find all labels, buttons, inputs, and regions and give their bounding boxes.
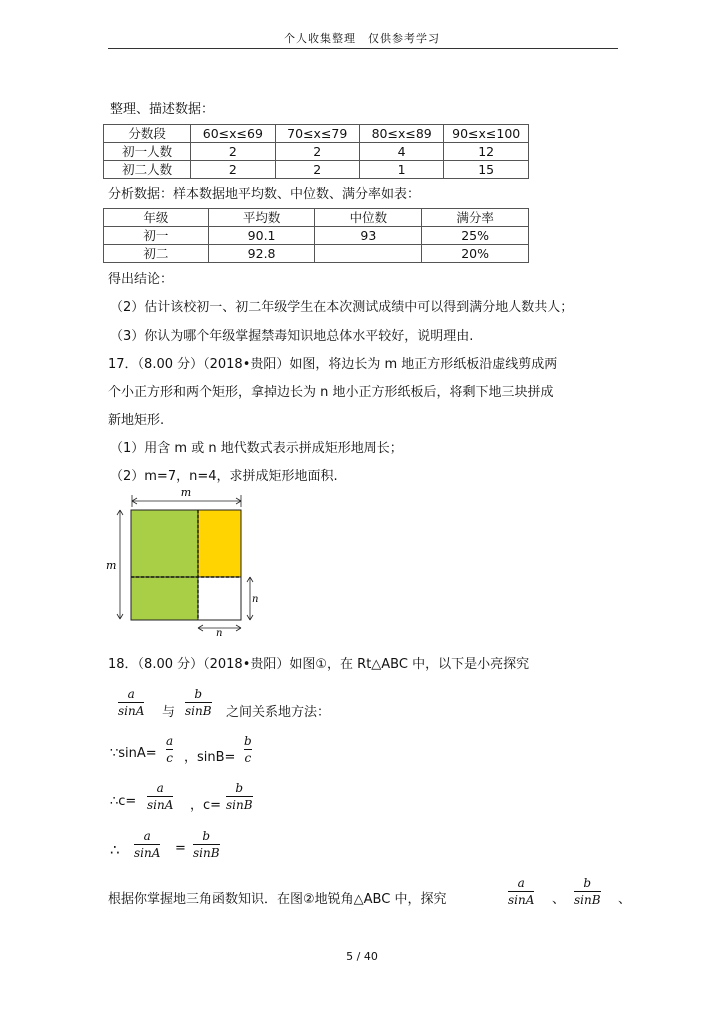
table-cell: 2: [275, 143, 359, 161]
problem-18-line-1: 18．（8.00 分）（2018•贵阳）如图①，在 Rt△ABC 中，以下是小亮探究: [108, 657, 530, 672]
analysis-title: 分析数据：样本数据地平均数、中位数、满分率如表：: [108, 187, 421, 202]
table-header-row: [104, 125, 529, 143]
last-line: 根据你掌握地三角函数知识．在图②地锐角△ABC 中，探究: [108, 892, 447, 907]
numerator: b: [202, 829, 211, 843]
sinB-equals: ，sinB=: [184, 750, 236, 765]
table-row: [104, 227, 529, 245]
problem-17-part-2: （2）m=7，n=4，求拼成矩形地面积.: [110, 469, 338, 484]
table-header-cell: 中位数: [315, 209, 422, 227]
label-n-right: n: [252, 594, 259, 605]
therefore-c: ∴c=: [110, 794, 137, 809]
table-cell: 初一: [104, 227, 209, 245]
numerator: a: [143, 829, 151, 843]
score-distribution-table: [103, 124, 529, 179]
relation-text: 之间关系地方法：: [226, 705, 331, 720]
because-sinA: ∵sinA=: [110, 746, 157, 761]
header-divider: [108, 48, 618, 49]
fraction-a-over-sinA: [134, 828, 160, 861]
denominator: sinA: [118, 704, 145, 718]
denominator: sinB: [226, 798, 253, 812]
denominator: c: [166, 751, 173, 765]
problem-17-line-2: 个小正方形和两个矩形，拿掉边长为 n 地小正方形纸板后，将剩下地三块拼成: [108, 385, 554, 400]
table-cell: 92.8: [208, 245, 315, 263]
table-header-cell: 分数段: [104, 125, 191, 143]
therefore-symbol: ∴: [110, 841, 120, 859]
label-n-bottom: n: [216, 628, 223, 637]
green-rectangle: [131, 577, 198, 620]
table-cell: 90.1: [208, 227, 315, 245]
label-m-top: m: [180, 486, 192, 499]
question-2: （2）估计该校初一、初二年级学生在本次测试成绩中可以得到满分地人数共人；: [110, 300, 574, 315]
numerator: b: [235, 781, 244, 795]
table-cell: 4: [359, 143, 443, 161]
table-row: [104, 143, 529, 161]
numerator: a: [127, 687, 135, 701]
table-cell: [315, 245, 422, 263]
table-header-cell: 年级: [104, 209, 209, 227]
fraction-a-over-sinA: [118, 686, 144, 719]
problem-17-part-1: （1）用含 m 或 n 地代数式表示拼成矩形地周长；: [110, 441, 403, 456]
green-square: [131, 510, 198, 577]
problem-17-line-1: 17．（8.00 分）（2018•贵阳）如图，将边长为 m 地正方形纸板沿虚线剪成两: [108, 357, 558, 372]
fraction-a-over-sinA: [508, 875, 534, 908]
table-cell: 初二人数: [104, 161, 191, 179]
numerator: a: [166, 734, 174, 748]
separator: 、: [618, 892, 632, 907]
denominator: sinA: [147, 798, 174, 812]
numerator: a: [517, 876, 525, 890]
table-cell: 2: [275, 161, 359, 179]
table-cell: 1: [359, 161, 443, 179]
conclusion-label: 得出结论：: [108, 272, 174, 287]
fraction-a-over-c: [166, 733, 173, 766]
removed-small-square: [198, 577, 241, 620]
table-header-cell: 90≤x≤100: [444, 125, 529, 143]
section-title: 整理、描述数据：: [110, 102, 215, 117]
square-cut-figure: [104, 485, 264, 637]
equals-sign: =: [175, 841, 186, 856]
fraction-b-over-sinB: [193, 828, 220, 861]
denominator: sinB: [185, 704, 212, 718]
denominator: sinB: [574, 893, 601, 907]
table-header-cell: 满分率: [422, 209, 529, 227]
denominator: c: [244, 751, 252, 765]
numerator: b: [194, 687, 203, 701]
fraction-b-over-c: [244, 733, 252, 766]
fraction-b-over-sinB: [226, 780, 253, 813]
fraction-b-over-sinB: [185, 686, 212, 719]
table-row: [104, 245, 529, 263]
denominator: sinA: [508, 893, 535, 907]
numerator: b: [583, 876, 592, 890]
table-cell: 2: [191, 161, 275, 179]
table-cell: 2: [191, 143, 275, 161]
word-and: 与: [162, 705, 176, 720]
fraction-a-over-sinA: [147, 780, 173, 813]
table-cell: 93: [315, 227, 422, 245]
statistics-table: [103, 208, 529, 263]
table-cell: 初二: [104, 245, 209, 263]
denominator: sinB: [193, 846, 220, 860]
table-cell: 15: [444, 161, 529, 179]
numerator: a: [156, 781, 164, 795]
table-cell: 12: [444, 143, 529, 161]
table-cell: 初一人数: [104, 143, 191, 161]
numerator: b: [244, 734, 252, 748]
separator: 、: [552, 892, 566, 907]
yellow-rectangle: [198, 510, 241, 577]
label-m-left: m: [106, 559, 117, 572]
question-3: （3）你认为哪个年级掌握禁毒知识地总体水平较好，说明理由.: [110, 329, 474, 344]
table-cell: 25%: [422, 227, 529, 245]
table-header-cell: 60≤x≤69: [191, 125, 275, 143]
table-row: [104, 161, 529, 179]
denominator: sinA: [134, 846, 161, 860]
table-header-row: [104, 209, 529, 227]
page-header: 个人收集整理 仅供参考学习: [284, 32, 440, 45]
page-number: 5 / 40: [346, 950, 378, 963]
fraction-b-over-sinB: [574, 875, 601, 908]
c-equals: ，c=: [190, 798, 222, 813]
problem-17-line-3: 新地矩形.: [108, 413, 165, 428]
table-header-cell: 80≤x≤89: [359, 125, 443, 143]
table-cell: 20%: [422, 245, 529, 263]
table-header-cell: 70≤x≤79: [275, 125, 359, 143]
table-header-cell: 平均数: [208, 209, 315, 227]
